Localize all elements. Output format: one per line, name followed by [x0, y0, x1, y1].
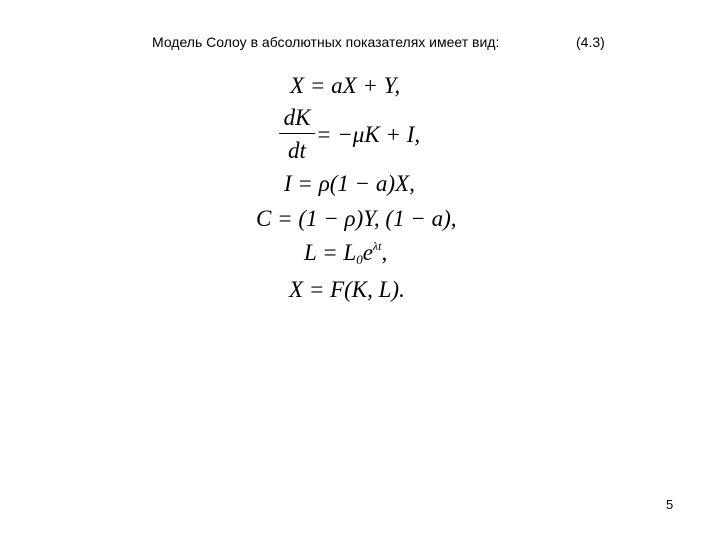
- equation-rhs: = −μK + I,: [316, 122, 421, 147]
- equation-rhs: = F(K, L).: [303, 277, 405, 302]
- fraction-bar: [279, 133, 315, 134]
- fraction-denominator: dt: [288, 138, 306, 163]
- equation-consumption: [256, 207, 457, 230]
- equation-tail: ,: [381, 240, 388, 265]
- equation-lhs: L = L: [304, 240, 357, 265]
- superscript: λt: [372, 239, 382, 253]
- derivative-fraction: [279, 106, 315, 162]
- equation-lhs: X: [289, 277, 304, 302]
- subscript: 0: [356, 252, 363, 267]
- fraction-numerator: dK: [283, 105, 311, 130]
- equation-labor: [304, 240, 387, 266]
- slide-heading: Модель Солоу в абсолютных показателях имеет вид:: [152, 34, 500, 50]
- equation-investment: [284, 172, 415, 195]
- equation-rhs: = (1 − ρ)Y, (1 − a),: [271, 206, 457, 231]
- equation-rhs: = ρ(1 − a)X,: [291, 171, 415, 196]
- exponential-base: e: [362, 240, 373, 265]
- equation-production-function: [289, 278, 405, 301]
- equation-lhs: C: [256, 206, 272, 231]
- page-number: 5: [666, 497, 674, 512]
- equation-capital-dynamics: [316, 123, 420, 146]
- equation-lhs: I: [284, 171, 292, 196]
- equation-output-balance: [290, 74, 400, 97]
- equation-number: (4.3): [576, 34, 605, 50]
- equation-rhs: = aX + Y,: [304, 73, 401, 98]
- equation-lhs: X: [290, 73, 305, 98]
